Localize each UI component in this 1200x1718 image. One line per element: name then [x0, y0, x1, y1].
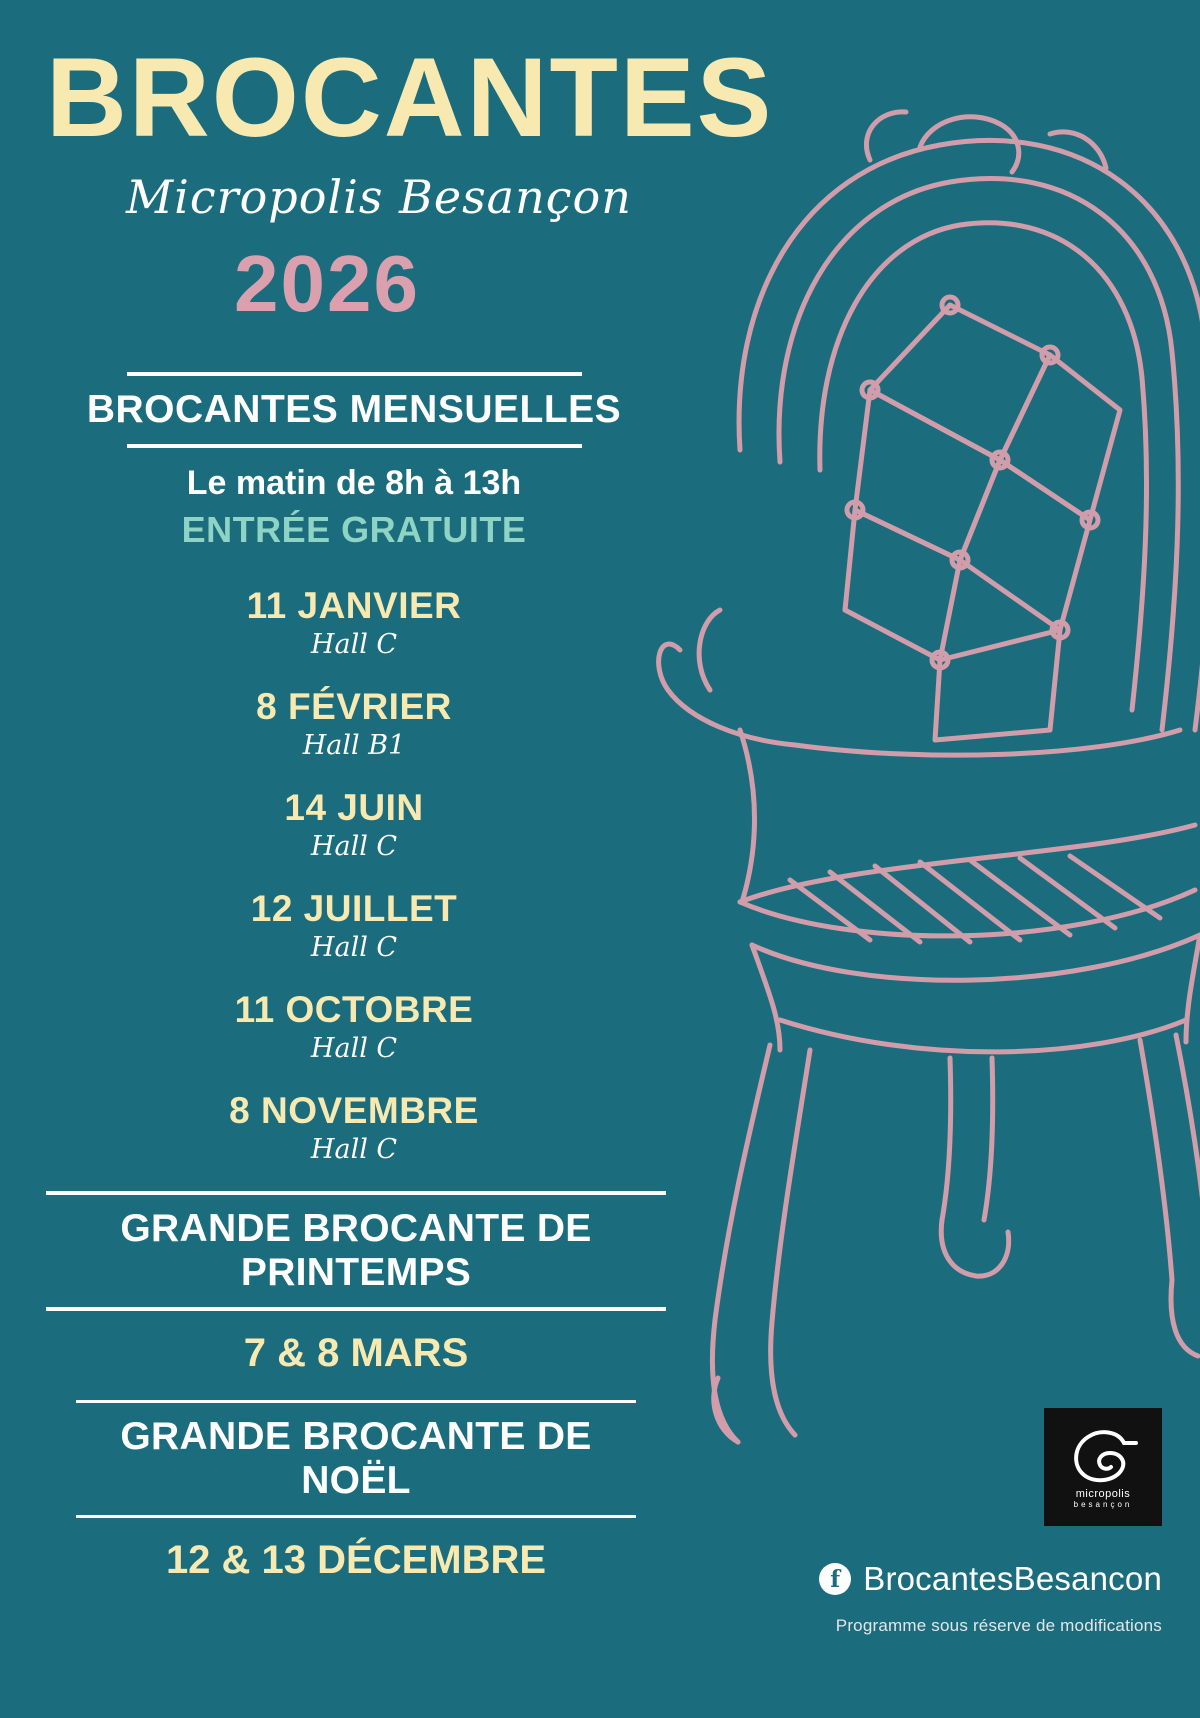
list-item	[44, 686, 664, 761]
monthly-section	[44, 372, 664, 551]
date-label: 8 FÉVRIER	[256, 686, 452, 727]
year-label: 2026	[234, 239, 420, 328]
date-label: 8 NOVEMBRE	[229, 1090, 479, 1131]
opening-hours: Le matin de 8h à 13h	[186, 464, 522, 502]
list-item	[44, 787, 664, 862]
christmas-section	[76, 1400, 636, 1583]
hall-label: Hall C	[310, 831, 398, 862]
page-title: BROCANTES	[46, 35, 774, 160]
list-item	[44, 888, 664, 963]
disclaimer-text: Programme sous réserve de modifications	[835, 1616, 1162, 1635]
facebook-handle: BrocantesBesancon	[863, 1560, 1162, 1597]
spring-section	[36, 1191, 676, 1376]
monthly-heading: BROCANTES MENSUELLES	[86, 388, 622, 431]
christmas-date: 12 & 13 DÉCEMBRE	[165, 1538, 547, 1582]
spring-date: 7 & 8 MARS	[243, 1331, 469, 1375]
list-item	[44, 989, 664, 1064]
hall-label: Hall C	[310, 932, 398, 963]
date-label: 14 JUIN	[284, 787, 424, 828]
list-item	[44, 585, 664, 660]
free-entry-label: ENTRÉE GRATUITE	[181, 509, 527, 550]
logo-city: besançon	[1073, 1500, 1133, 1509]
venue-subtitle: Micropolis Besançon	[126, 170, 632, 224]
hall-label: Hall C	[310, 1134, 398, 1165]
date-label: 11 OCTOBRE	[234, 989, 474, 1030]
hall-label: Hall C	[310, 1033, 398, 1064]
date-label: 12 JUILLET	[250, 888, 458, 929]
christmas-heading: GRANDE BROCANTE DE NOËL	[120, 1415, 592, 1502]
hall-label: Hall C	[310, 629, 398, 660]
micropolis-logo	[1044, 1408, 1162, 1526]
list-item	[44, 1090, 664, 1165]
facebook-icon: f	[819, 1563, 851, 1595]
hall-label: Hall B1	[302, 730, 406, 761]
logo-name: micropolis	[1075, 1488, 1131, 1500]
date-label: 11 JANVIER	[246, 585, 462, 626]
monthly-dates-list	[44, 585, 664, 1165]
spring-heading: GRANDE BROCANTE DE PRINTEMPS	[120, 1207, 592, 1294]
spiral-logo-icon	[1066, 1425, 1140, 1485]
facebook-link[interactable]	[819, 1560, 1162, 1598]
